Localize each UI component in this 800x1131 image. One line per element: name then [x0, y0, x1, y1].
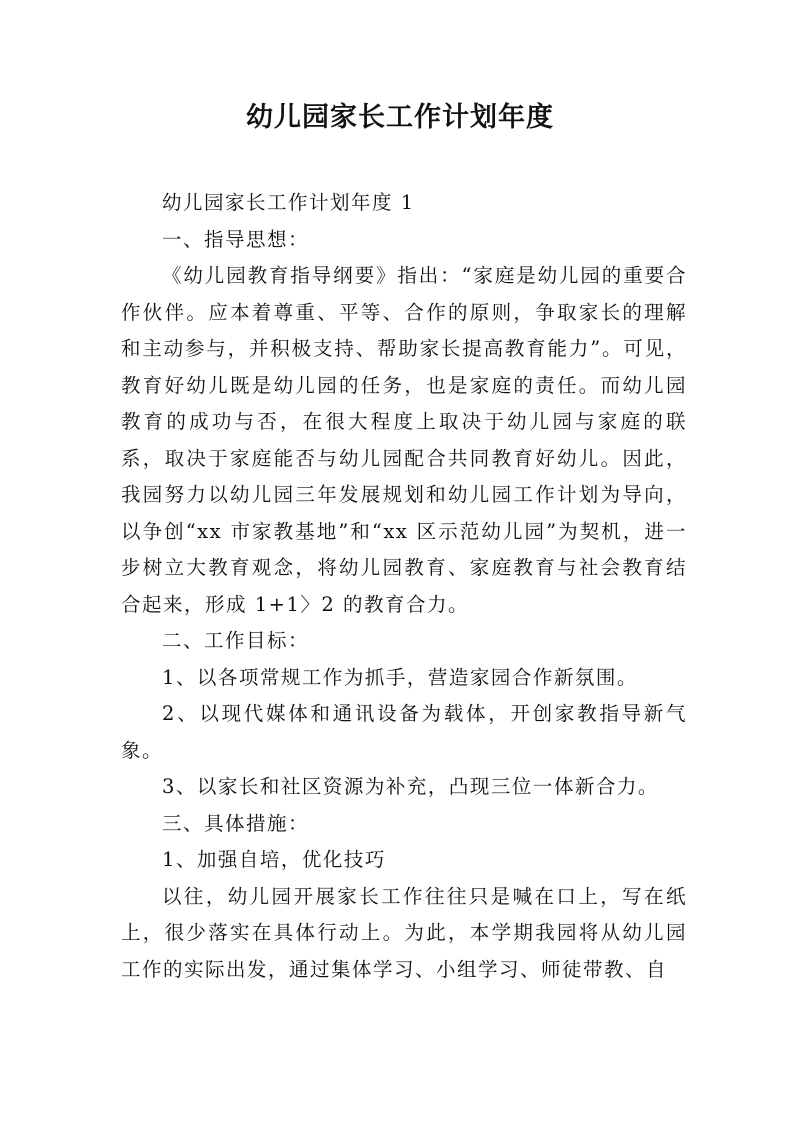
paragraph-measure-1: 以往，幼儿园开展家长工作往往只是喊在口上，写在纸上，很少落实在具体行动上。为此，本学期我园将从幼儿园工作的实际出发，通过集体学习、小组学习、师徒带教、自: [121, 884, 687, 981]
document-title: 幼儿园家长工作计划年度: [246, 102, 554, 133]
goal-item-2: 2、以现代媒体和通讯设备为载体，开创家教指导新气象。: [121, 702, 687, 762]
paragraph-guiding-ideology: 《幼儿园教育指导纲要》指出：“家庭是幼儿园的重要合作伙伴。应本着尊重、平等、合作的原则，争取家长的理解和主动参与，并积极支持、帮助家长提高教育能力”。可见，教育好幼儿既是幼儿园的任务，也是家庭的责任。而幼儿园教育的成功与否，在很大程度上取决于幼儿园与家庭的联系，取决于家庭能否与幼儿园配合共同教育好幼儿。因此，我园努力以幼儿园三年发展规划和幼儿园工作计划为导向，以争创“xx 市家教基地”和“xx 区示范幼儿园”为契机，进一步树立大教育观念，将幼儿园教育、家庭教育与社会教育结合起来，形成 1+1〉2 的教育合力。: [121, 264, 687, 616]
heading-guiding-ideology: 一、指导思想：: [162, 227, 310, 251]
measure-heading-1: 1、加强自培，优化技巧: [162, 848, 386, 871]
goal-item-1: 1、以各项常规工作为抓手，营造家园合作新氛围。: [162, 665, 638, 689]
heading-specific-measures: 三、具体措施：: [162, 811, 310, 835]
document-body: [121, 185, 687, 988]
heading-work-goals: 二、工作目标：: [162, 629, 310, 652]
goal-item-3: 3、以家长和社区资源为补充，凸现三位一体新合力。: [162, 775, 659, 798]
section-heading: 幼儿园家长工作计划年度 1: [162, 191, 415, 214]
